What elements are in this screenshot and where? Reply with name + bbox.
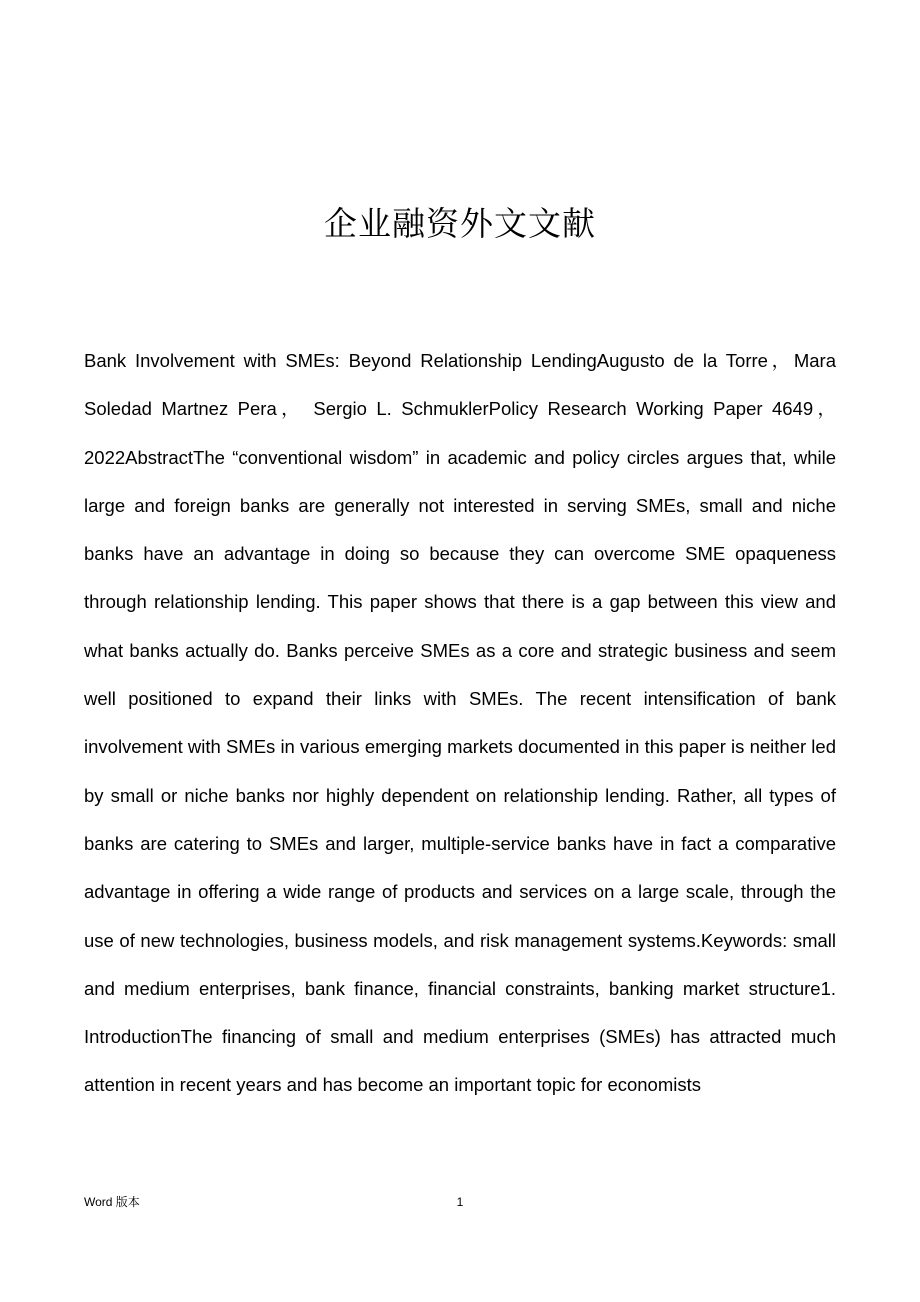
footer-word-version-label: Word 版本	[84, 1195, 140, 1209]
footer-page-number: 1	[456, 1195, 464, 1209]
document-title: 企业融资外文文献	[324, 204, 596, 243]
body-paragraph: Bank Involvement with SMEs: Beyond Relationship LendingAugusto de la Torre，Mara Soledad Martnez Pera， Sergio L. SchmuklerPolicy Research Working Paper 4649，2022AbstractThe “conventional wisdom” in academic and policy circles argues that, while large and foreign banks are generally not interested in serving SMEs, small and niche banks have an advantage in doing so because they can overcome SME opaqueness through relationship lending. This paper shows that there is a gap between this view and what banks actually do. Banks perceive SMEs as a core and strategic business and seem well positioned to expand their links with SMEs. The recent intensification of bank involvement with SMEs in various emerging markets documented in this paper is neither led by small or niche banks nor highly dependent on relationship lending. Rather, all types of banks are catering to SMEs and larger, multiple-service banks have in fact a comparative advantage in offering a wide range of products and services on a large scale, through the use of new technologies, business models, and risk management systems.Keywords: small and medium enterprises, bank finance, financial constraints, banking market structure1. IntroductionThe financing of small and medium enterprises (SMEs) has attracted much attention in recent years and has become an important topic for economists	[84, 350, 836, 1096]
